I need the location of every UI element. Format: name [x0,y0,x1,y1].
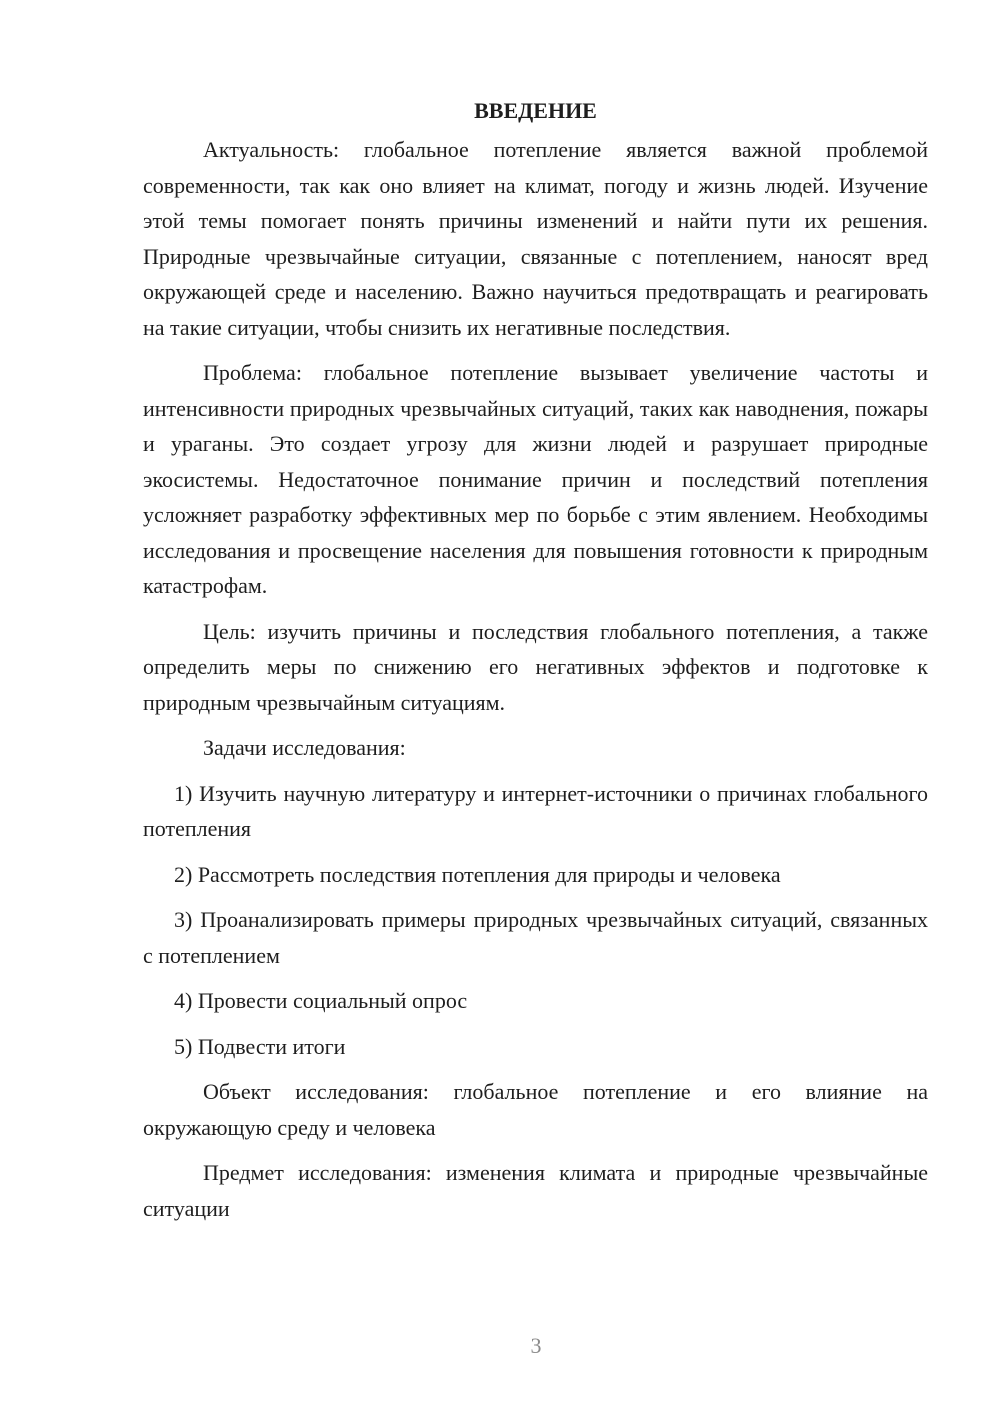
relevance-paragraph: Актуальность: глобальное потепление является важной проблемой современности, так как оно влияет на климат, погоду и жизнь людей. Изучение этой темы помогает понять причины изменений и найти пути их решения. Природные чрезвычайные ситуации, связанные с потеплением, наносят вред окружающей среде и населению. Важно научиться предотвращать и реагировать на такие ситуации, чтобы снизить их негативные последствия. [143,137,928,340]
page-content [143,93,928,1236]
subject-paragraph: Предмет исследования: изменения климата и природные чрезвычайные ситуации [143,1160,928,1221]
task-item: 1) Изучить научную литературу и интернет-источники о причинах глобального потепления [143,780,928,841]
tasks-heading: Задачи исследования: [203,735,406,760]
object-paragraph: Объект исследования: глобальное потепление и его влияние на окружающую среду и человека [143,1079,928,1140]
page-title: ВВЕДЕНИЕ [474,98,597,123]
task-item: 2) Рассмотреть последствия потепления для природы и человека [174,861,781,887]
page-number: 3 [530,1333,542,1358]
task-item: 5) Подвести итоги [174,1033,346,1059]
task-item: 3) Проанализировать примеры природных чрезвычайных ситуаций, связанных с потеплением [143,907,928,968]
problem-paragraph: Проблема: глобальное потепление вызывает увеличение частоты и интенсивности природных чрезвычайных ситуаций, таких как наводнения, пожары и ураганы. Это создает угрозу для жизни людей и разрушает природные экосистемы. Недостаточное понимание причин и последствий потепления усложняет разработку эффективных мер по борьбе с этим явлением. Необходимы исследования и просвещение населения для повышения готовности к природным катастрофам. [143,360,928,598]
goal-paragraph: Цель: изучить причины и последствия глобального потепления, а также определить меры по снижению его негативных эффектов и подготовке к природным чрезвычайным ситуациям. [143,618,928,715]
task-item: 4) Провести социальный опрос [174,988,468,1013]
